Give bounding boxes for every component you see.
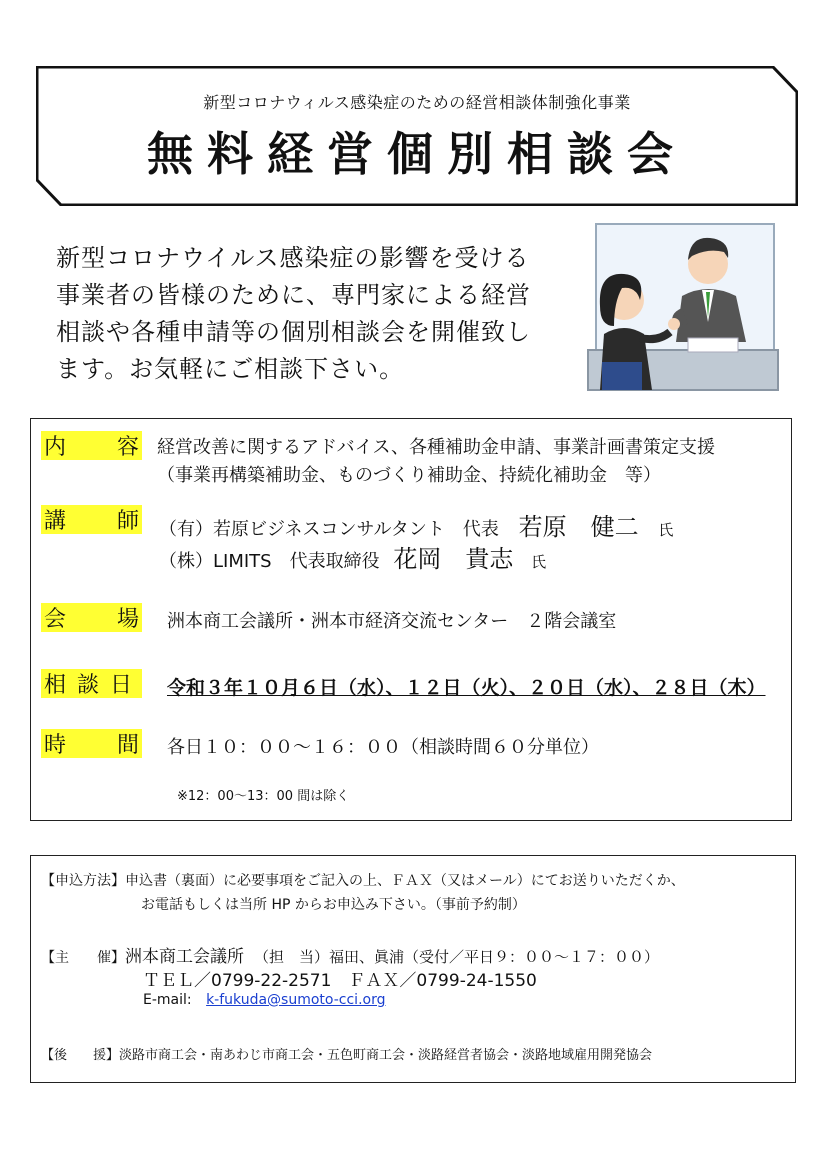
instructor-1-org: （有）若原ビジネスコンサルタント 代表 xyxy=(159,519,499,540)
banner-subtitle: 新型コロナウィルス感染症のための経営相談体制強化事業 xyxy=(203,93,631,112)
header-banner xyxy=(36,66,798,206)
instructor-2 xyxy=(159,539,546,574)
intro-line: 新型コロナウイルス感染症の影響を受ける xyxy=(56,244,530,272)
apply-line2: お電話もしくは当所 HP からお申込み下さい。（事前予約制） xyxy=(141,897,526,913)
venue-text: 洲本商工会議所・洲本市経済交流センター ２階会議室 xyxy=(167,611,617,632)
label-time: 時 間 xyxy=(41,729,142,758)
consultation-illustration xyxy=(578,222,783,398)
instructor-1-suffix: 氏 xyxy=(658,521,674,539)
email-link[interactable]: k-fukuda@sumoto-cci.org xyxy=(206,992,386,1008)
instructor-2-name: 花岡 貴志 xyxy=(393,545,514,573)
instructor-1-name: 若原 健二 xyxy=(518,513,639,541)
host-contact: （担 当）福田、眞浦（受付／平日９：００～１７：００） xyxy=(254,948,660,966)
time-note: ※12：00～13：00 間は除く xyxy=(177,789,350,804)
host-line xyxy=(41,942,659,967)
label-venue: 会 場 xyxy=(41,603,142,632)
intro-line: 事業者の皆様のために、専門家による経営 xyxy=(56,281,531,309)
tel-fax: ＴＥＬ／0799-22-2571 ＦＡＸ／0799-24-1550 xyxy=(143,971,537,991)
label-date: 相 談 日 xyxy=(41,669,142,698)
label-content: 内 容 xyxy=(41,431,142,460)
apply-label: 【申込方法】 xyxy=(41,873,125,889)
support-line: 【後 援】淡路市商工会・南あわじ市商工会・五色町商工会・淡路経営者協会・淡路地域雇用開発協会 xyxy=(41,1048,653,1063)
contact-info xyxy=(30,855,796,1083)
host-name: 洲本商工会議所 xyxy=(125,947,244,967)
email-line xyxy=(143,992,386,1008)
instructor-2-suffix: 氏 xyxy=(531,553,547,571)
email-label: E-mail: xyxy=(143,992,192,1008)
host-label: 【主 催】 xyxy=(41,950,125,966)
apply-line1: 【申込方法】申込書（裏面）に必要事項をご記入の上、ＦＡＸ（又はメール）にてお送りいただくか、 xyxy=(41,873,685,889)
date-text: 令和３年１０月６日（水）、１２日（火）、２０日（水）、２８日（木） xyxy=(167,677,766,699)
intro-line: ます。お気軽にご相談下さい。 xyxy=(56,355,405,383)
intro-line: 相談や各種申請等の個別相談会を開催致し xyxy=(56,318,531,346)
instructor-1 xyxy=(159,507,673,542)
event-details xyxy=(30,418,792,821)
page-title: 無料経営個別相談会 xyxy=(147,127,687,181)
content-line2: （事業再構築補助金、ものづくり補助金、持続化補助金 等） xyxy=(157,465,661,486)
time-text: 各日１０：００～１６：００（相談時間６０分単位） xyxy=(167,737,599,758)
instructor-2-org: （株）LIMITS 代表取締役 xyxy=(159,551,380,572)
intro-text xyxy=(56,240,556,388)
content-line1: 経営改善に関するアドバイス、各種補助金申請、事業計画書策定支援 xyxy=(157,437,715,458)
label-instructor: 講 師 xyxy=(41,505,142,534)
support-label: 【後 援】 xyxy=(41,1048,120,1063)
